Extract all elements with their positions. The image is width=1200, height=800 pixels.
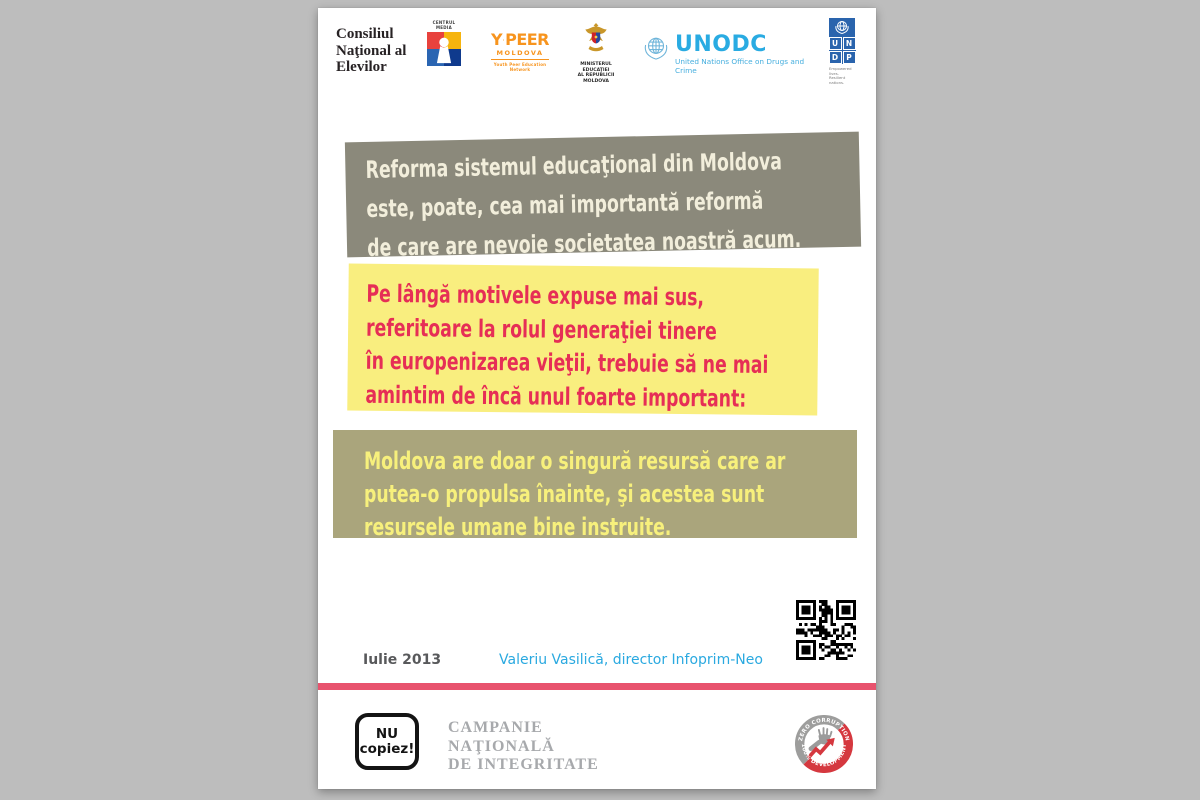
undp-tagline-line: Resilient nations. (829, 75, 846, 85)
quote-line: resursele umane bine instruite. (363, 513, 672, 541)
quote-box-yellow (347, 264, 819, 416)
un-emblem-icon (833, 18, 851, 36)
quote-line: Moldova are doar o singură resursă care ar (363, 447, 786, 475)
badge-bottom-text: 100% DEVELOPMENT (799, 743, 849, 769)
centrul-media-icon (427, 32, 461, 66)
quote-box-gray (345, 132, 861, 262)
undp-emblem-box (829, 18, 855, 64)
quote-text (333, 430, 786, 544)
council-line: Elevilor (336, 59, 387, 75)
poster (318, 8, 876, 789)
quote-line: putea-o propulsa înainte, şi acestea sunt (363, 480, 765, 508)
zero-corruption-badge (795, 715, 853, 773)
quote-line: amintim de încă unul foarte important: (365, 380, 747, 413)
undp-tagline-line: Empowered lives. (829, 66, 852, 76)
ypeer-letter-y: Y (491, 30, 503, 49)
ypeer-divider (491, 59, 549, 60)
ministry-line: AL REPUBLICII MOLDOVA (577, 73, 615, 84)
pink-divider (318, 683, 876, 690)
quote-box-olive (333, 430, 857, 541)
un-emblem-icon (641, 34, 671, 66)
moldova-coat-of-arms-icon (583, 22, 609, 60)
quote-text (345, 135, 802, 269)
quote-line: de care are nevoie societatea noastră acum. (366, 224, 802, 262)
quote-text (347, 264, 769, 416)
campaign-line: NAŢIONALĂ (448, 737, 555, 755)
undp-tagline (829, 67, 855, 85)
undp-logo (829, 18, 855, 85)
ypeer-figure-icon (503, 32, 504, 48)
qr-code (796, 600, 856, 660)
quote-line: referitoare la rolul generaţiei tinere (365, 313, 717, 345)
council-line: Naţional al (336, 42, 407, 59)
undp-letter: D (829, 51, 842, 64)
council-of-students-logo (336, 26, 406, 76)
ypeer-letters-peer: PEER (505, 30, 549, 49)
council-line: Consiliul (336, 26, 394, 42)
campaign-line: CAMPANIE (448, 719, 543, 736)
ministry-caption (568, 62, 624, 84)
nu-copiez-line: NU (375, 725, 399, 742)
centrul-media-logo (426, 20, 462, 70)
ypeer-moldova-logo (491, 32, 549, 72)
undp-letter: U (829, 37, 842, 50)
undp-letter: P (843, 51, 856, 64)
centrul-media-label: CENTRUL MEDIA (432, 20, 456, 30)
campaign-line: DE INTEGRITATE (448, 756, 599, 773)
undp-letter: N (843, 37, 856, 50)
quote-line: Pe lângă motivele expuse mai sus, (366, 279, 705, 312)
quote-line: Reforma sistemul educaţional din Moldova (365, 147, 783, 184)
unodc-acronym: UNODC (675, 32, 767, 57)
undp-letters (829, 37, 856, 64)
ypeer-tagline: Youth Peer Education Network (493, 62, 547, 72)
ministry-of-education-logo (568, 22, 624, 84)
quote-line: în europenizarea vieţii, trebuie să ne mai (365, 346, 769, 379)
unodc-tagline: United Nations Office on Drugs and Crime (675, 57, 805, 75)
nu-copiez-line: copiez! (359, 740, 415, 757)
campaign-title (448, 719, 599, 775)
unodc-logo (641, 32, 805, 75)
ministry-line: MINISTERUL EDUCAŢIEI (580, 62, 612, 73)
badge-top-text: ZERO CORRUPTION (798, 717, 850, 742)
ypeer-region: MOLDOVA (496, 49, 544, 57)
quote-line: este, poate, cea mai importantă reformă (366, 186, 764, 223)
nu-copiez-logo (355, 713, 419, 770)
publication-date: Iulie 2013 (363, 652, 442, 668)
author-credit: Valeriu Vasilică, director Infoprim-Neo (499, 652, 763, 668)
ypeer-wordmark (491, 32, 549, 48)
